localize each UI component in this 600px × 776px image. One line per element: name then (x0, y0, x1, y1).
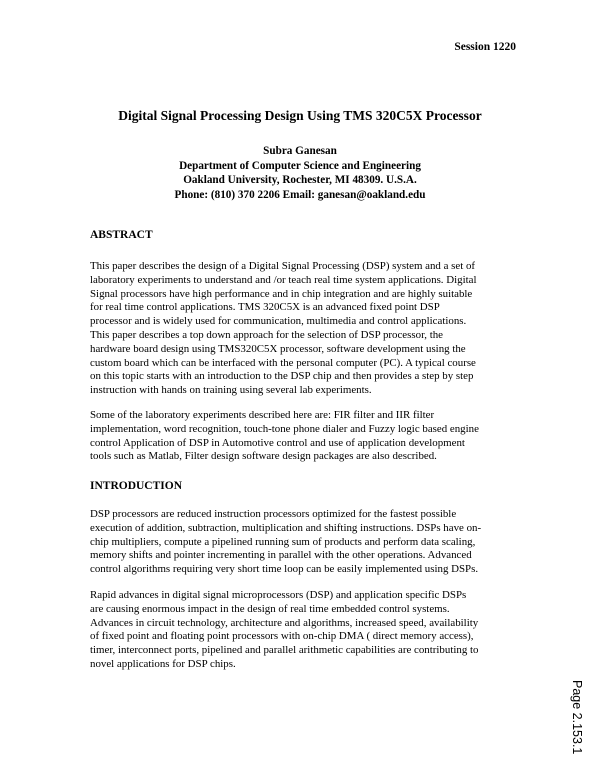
text-line: This paper describes the design of a Digital Signal Processing (DSP) system and a set of (90, 260, 476, 272)
session-label: Session 1220 (454, 41, 516, 53)
text-line: DSP processors are reduced instruction processors optimized for the fastest possible (90, 508, 457, 520)
text-line: for real time control applications. TMS 320C5X is an advanced fixed point DSP (90, 301, 440, 314)
text-line: memory shifts and pointer incrementing in parallel with the other operations. Advanced (90, 549, 472, 562)
text-line: Advances in circuit technology, architecture and algorithms, increased speed, availability (90, 616, 479, 629)
abstract-paragraph-1 (90, 260, 520, 398)
author-department: Department of Computer Science and Engineering (179, 159, 421, 172)
text-line: control Application of DSP in Automotive control and use of application development (90, 436, 465, 449)
text-line: novel applications for DSP chips. (90, 657, 236, 670)
author-name: Subra Ganesan (263, 145, 337, 157)
text-line: Signal processors have high performance and in chip integration and are highly suitable (90, 287, 473, 300)
author-block (0, 144, 600, 202)
text-line: laboratory experiments to understand and /or teach real time system applications. Digital (90, 273, 477, 286)
text-line: This paper describes a top down approach for the selection of DSP processor, the (90, 328, 444, 341)
text-line: hardware board design using TMS320C5X processor, software development using the (90, 342, 466, 355)
author-contact: Phone: (810) 370 2206 Email: ganesan@oakland.edu (174, 188, 426, 201)
author-university: Oakland University, Rochester, MI 48309. U.S.A. (183, 174, 417, 186)
text-line: custom board which can be interfaced with the personal computer (PC). A typical course (90, 356, 476, 369)
text-line: implementation, word recognition, touch-tone phone dialer and Fuzzy logic based engine (90, 422, 479, 435)
introduction-heading: INTRODUCTION (90, 480, 183, 492)
abstract-paragraph-2 (90, 409, 520, 464)
text-line: chip multipliers, compute a pipelined running sum of products and perform data scaling, (90, 535, 476, 548)
page-number: Page 2.153.1 (570, 680, 584, 755)
text-line: timer, interconnect ports, pipelined and parallel arithmetic capabilities are contributing to (90, 644, 479, 657)
text-line: Rapid advances in digital signal microprocessors (DSP) and application specific DSPs (90, 589, 467, 601)
abstract-heading: ABSTRACT (90, 229, 153, 241)
introduction-paragraph-2 (90, 589, 520, 672)
text-line: Some of the laboratory experiments described here are: FIR filter and IIR filter (90, 409, 435, 421)
text-line: are causing enormous impact in the design of real time embedded control systems. (90, 602, 450, 615)
paper-title: Digital Signal Processing Design Using TMS 320C5X Processor (118, 108, 482, 123)
text-line: processor and is widely used for communication, multimedia and control applications. (90, 315, 467, 328)
text-line: instruction with hands on training using several lab experiments. (90, 384, 372, 397)
introduction-paragraph-1 (90, 508, 520, 577)
text-line: tools such as Matlab, Filter design software design packages are also described. (90, 450, 437, 463)
text-line: execution of addition, subtraction, multiplication and shifting instructions. DSPs have on- (90, 521, 482, 534)
text-line: of fixed point and floating point processors with on-chip DMA ( direct memory access), (90, 630, 474, 643)
text-line: on this topic starts with an introduction to the DSP chip and then provides a step by step (90, 370, 474, 383)
text-line: control algorithms requiring very short time loop can be easily implemented using DSPs. (90, 563, 479, 576)
